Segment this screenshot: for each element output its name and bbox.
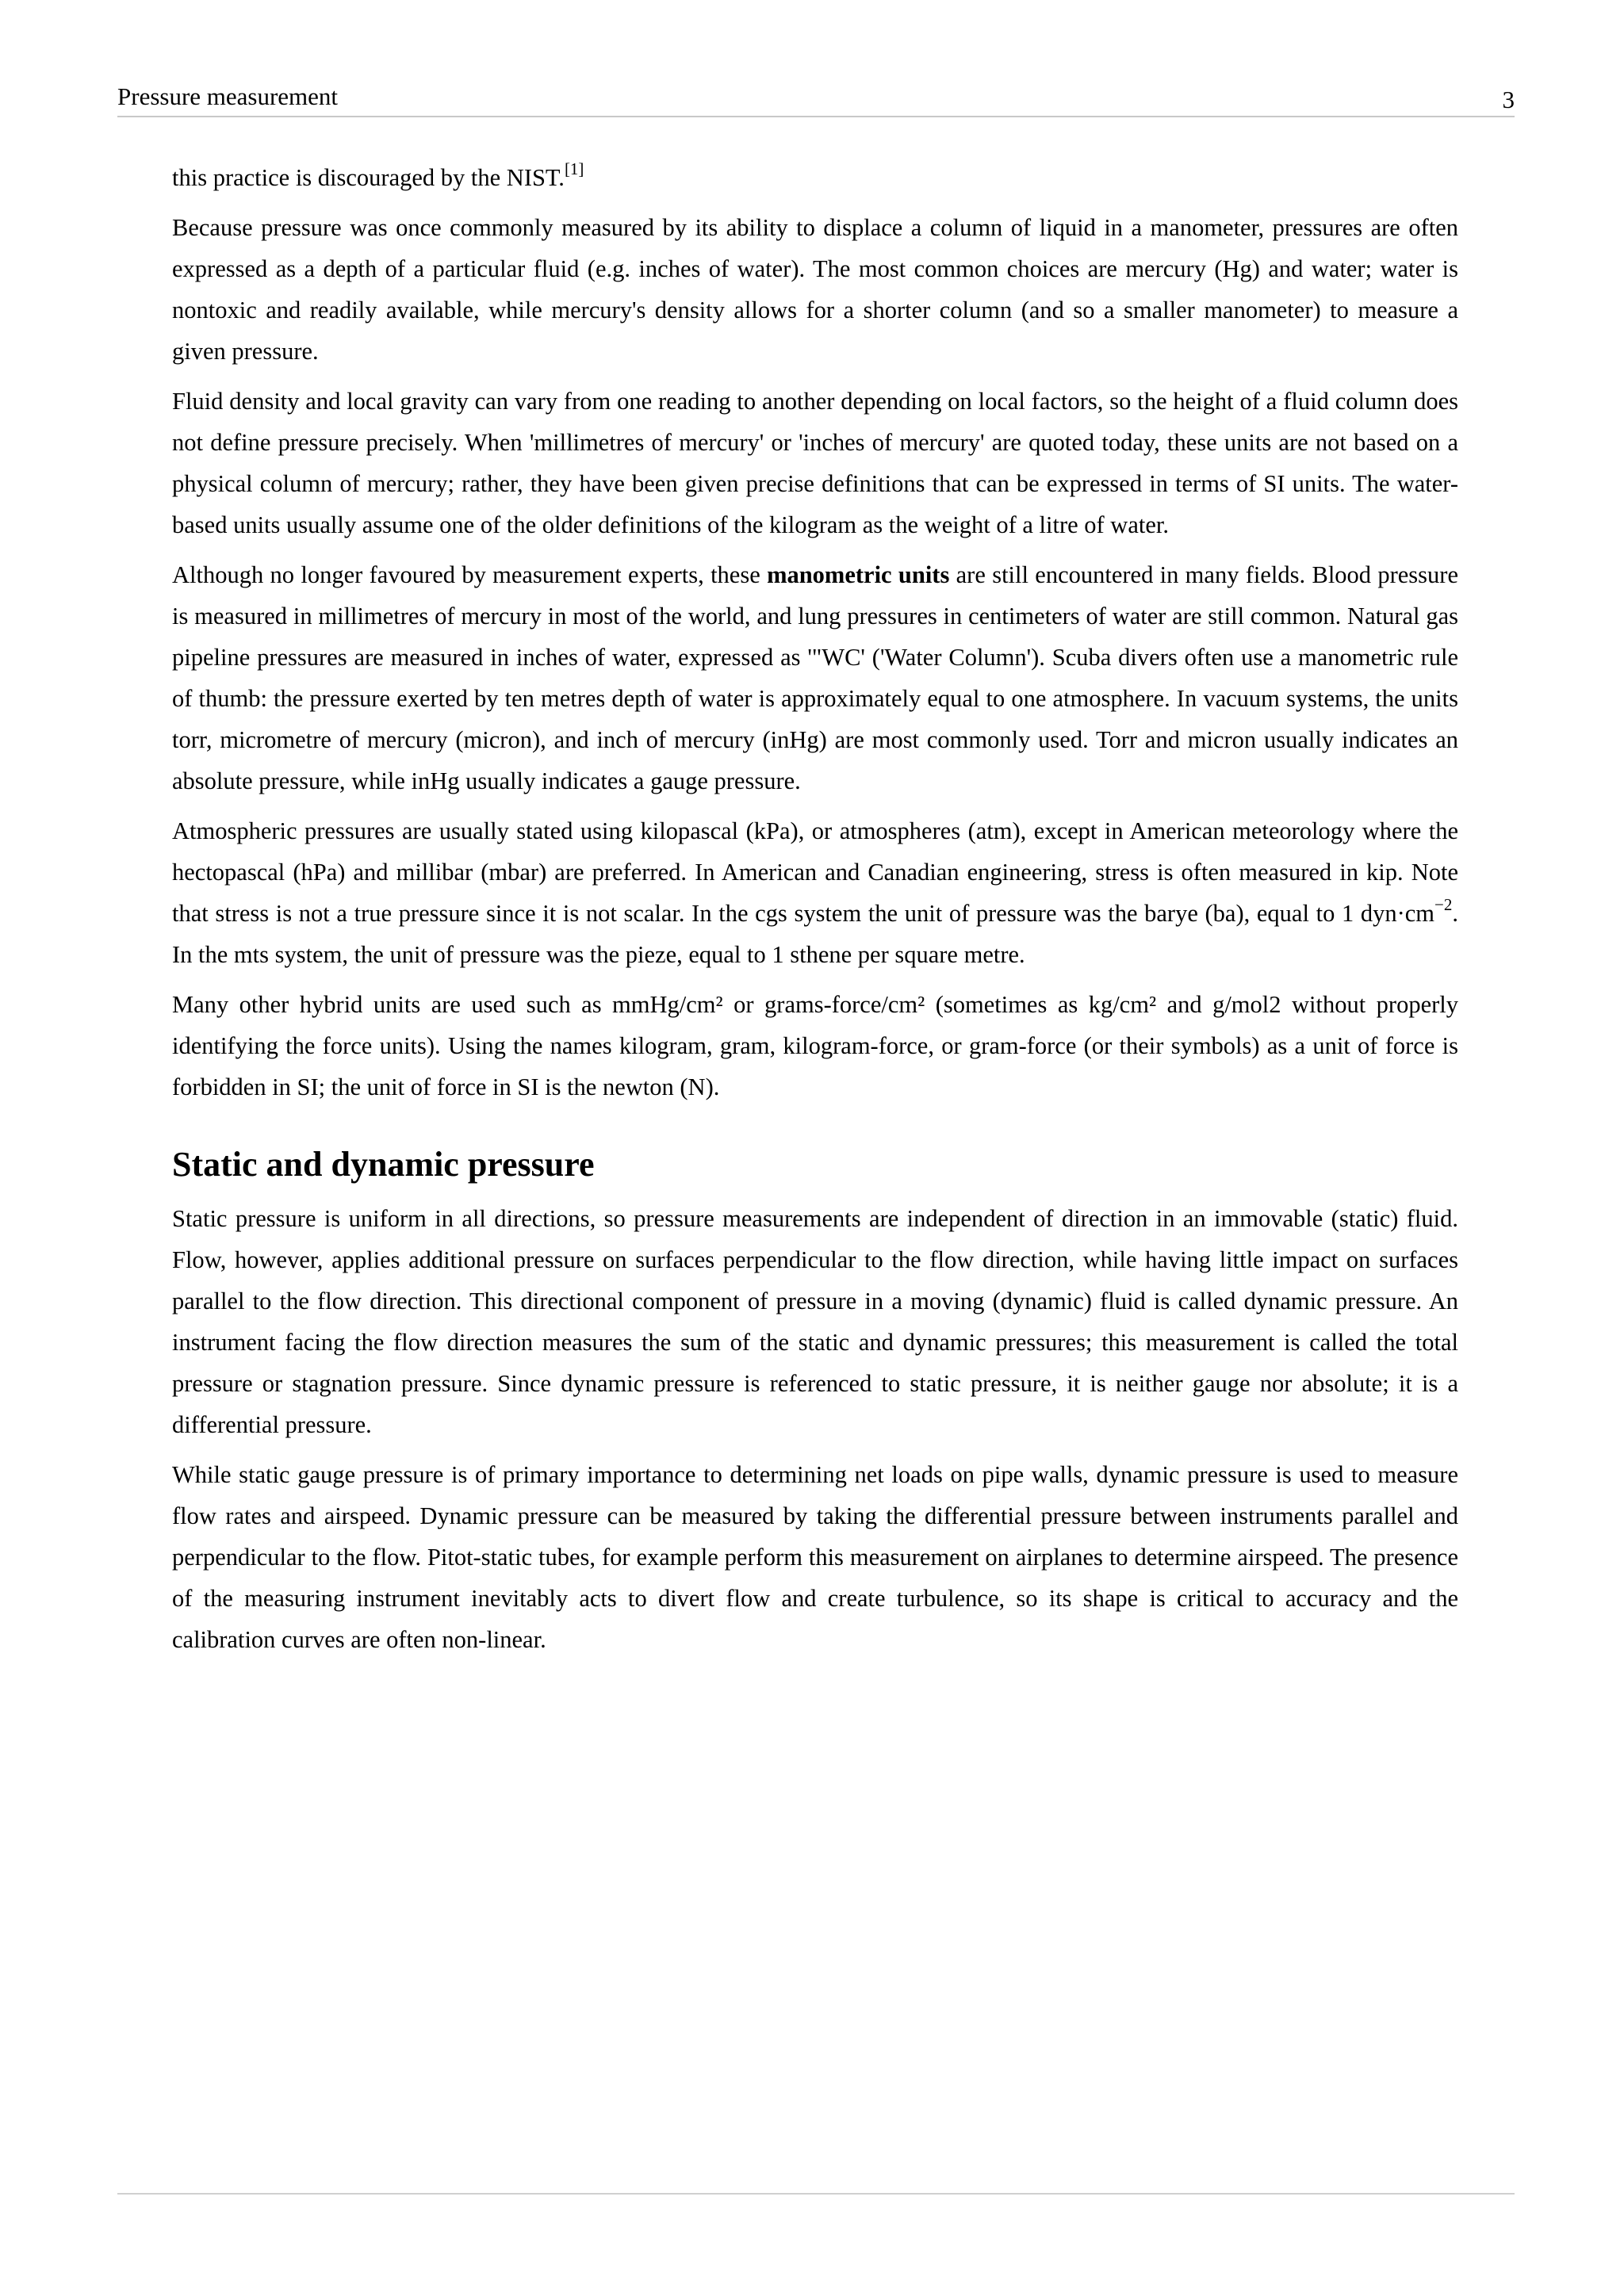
paragraph-text: . In the mts system, the unit of pressure was the pieze, equal to 1 sthene per square metre. — [172, 900, 1458, 968]
exponent: −2 — [1434, 894, 1453, 914]
paragraph-fluid-density: Fluid density and local gravity can vary from one reading to another depending on local factors, so the height of a fluid column does not define pressure precisely. When 'millimetres of mercury' or 'inches of mercury' are quoted today, these units are not based on a physical column of mercury; rather, they have been given precise definitions that can be expressed in terms of SI units. The water-based units usually assume one of the older definitions of the kilogram as the weight of a litre of water. — [172, 388, 1458, 538]
section-heading: Static and dynamic pressure — [172, 1145, 595, 1184]
paragraph-text: Atmospheric pressures are usually stated using kilopascal (kPa), or atmospheres (atm), except in American meteorology where the hectopascal (hPa) and millibar (mbar) are preferred. In American and Canadian engineering, stress is often measured in kip. Note that stress is not a true pressure since it is not scalar. In the cgs system the unit of pressure was the barye (ba), equal to 1 dyn·cm — [172, 817, 1458, 927]
paragraph-static-pressure: Static pressure is uniform in all directions, so pressure measurements are independent of direction in an immovable (static) fluid. Flow, however, applies additional pressure on surfaces perpendicular to the flow direction, while having little impact on surfaces parallel to the flow direction. This directional component of pressure in a moving (dynamic) fluid is called dynamic pressure. An instrument facing the flow direction measures the sum of the static and dynamic pressures; this measurement is called the total pressure or stagnation pressure. Since dynamic pressure is referenced to static pressure, it is neither gauge nor absolute; it is a differential pressure. — [172, 1205, 1458, 1438]
running-header-title: Pressure measurement — [117, 82, 339, 110]
paragraph-text: are still encountered in many fields. Blood pressure is measured in millimetres of mercury in most of the world, and lung pressures in centimeters of water are still common. Natural gas pipeline pressures are measured in inches of water, expressed as '"WC' ('Water Column'). Scuba divers often use a manometric rule of thumb: the pressure exerted by ten metres depth of water is approximately equal to one atmosphere. In vacuum systems, the units torr, micrometre of mercury (micron), and inch of mercury (inHg) are most commonly used. Torr and micron usually indicates an absolute pressure, while inHg usually indicates a gauge pressure. — [172, 561, 1458, 794]
paragraph-manometric-units — [172, 554, 1458, 802]
article-body — [172, 157, 1458, 1669]
bold-term: manometric units — [767, 561, 950, 588]
citation-link[interactable]: [1] — [564, 159, 584, 178]
paragraph-atmospheric-units — [172, 810, 1458, 975]
page-number: 3 — [1502, 86, 1515, 113]
page-header — [117, 79, 1515, 117]
paragraph-manometer-history: Because pressure was once commonly measured by its ability to displace a column of liquid in a manometer, pressures are often expressed as a depth of a particular fluid (e.g. inches of water). The most common choices are mercury (Hg) and water; water is nontoxic and readily available, while mercury's density allows for a shorter column (and so a smaller manometer) to measure a given pressure. — [172, 214, 1458, 365]
paragraph-text: this practice is discouraged by the NIST. — [172, 164, 565, 191]
paragraph-dynamic-pressure: While static gauge pressure is of primary importance to determining net loads on pipe walls, dynamic pressure is used to measure flow rates and airspeed. Dynamic pressure can be measured by taking the differential pressure between instruments parallel and perpendicular to the flow. Pitot-static tubes, for example perform this measurement on airplanes to determine airspeed. The presence of the measuring instrument inevitably acts to divert flow and create turbulence, so its shape is critical to accuracy and the calibration curves are often non-linear. — [172, 1461, 1458, 1653]
paragraph-nist-note — [172, 157, 1458, 198]
paragraph-hybrid-units: Many other hybrid units are used such as mmHg/cm² or grams-force/cm² (sometimes as kg/cm² and g/mol2 without properly identifying the force units). Using the names kilogram, gram, kilogram-force, or gram-force (or their symbols) as a unit of force is forbidden in SI; the unit of force in SI is the newton (N). — [172, 991, 1458, 1100]
footer-divider — [117, 2193, 1515, 2195]
paragraph-text: Although no longer favoured by measurement experts, these — [172, 561, 768, 588]
